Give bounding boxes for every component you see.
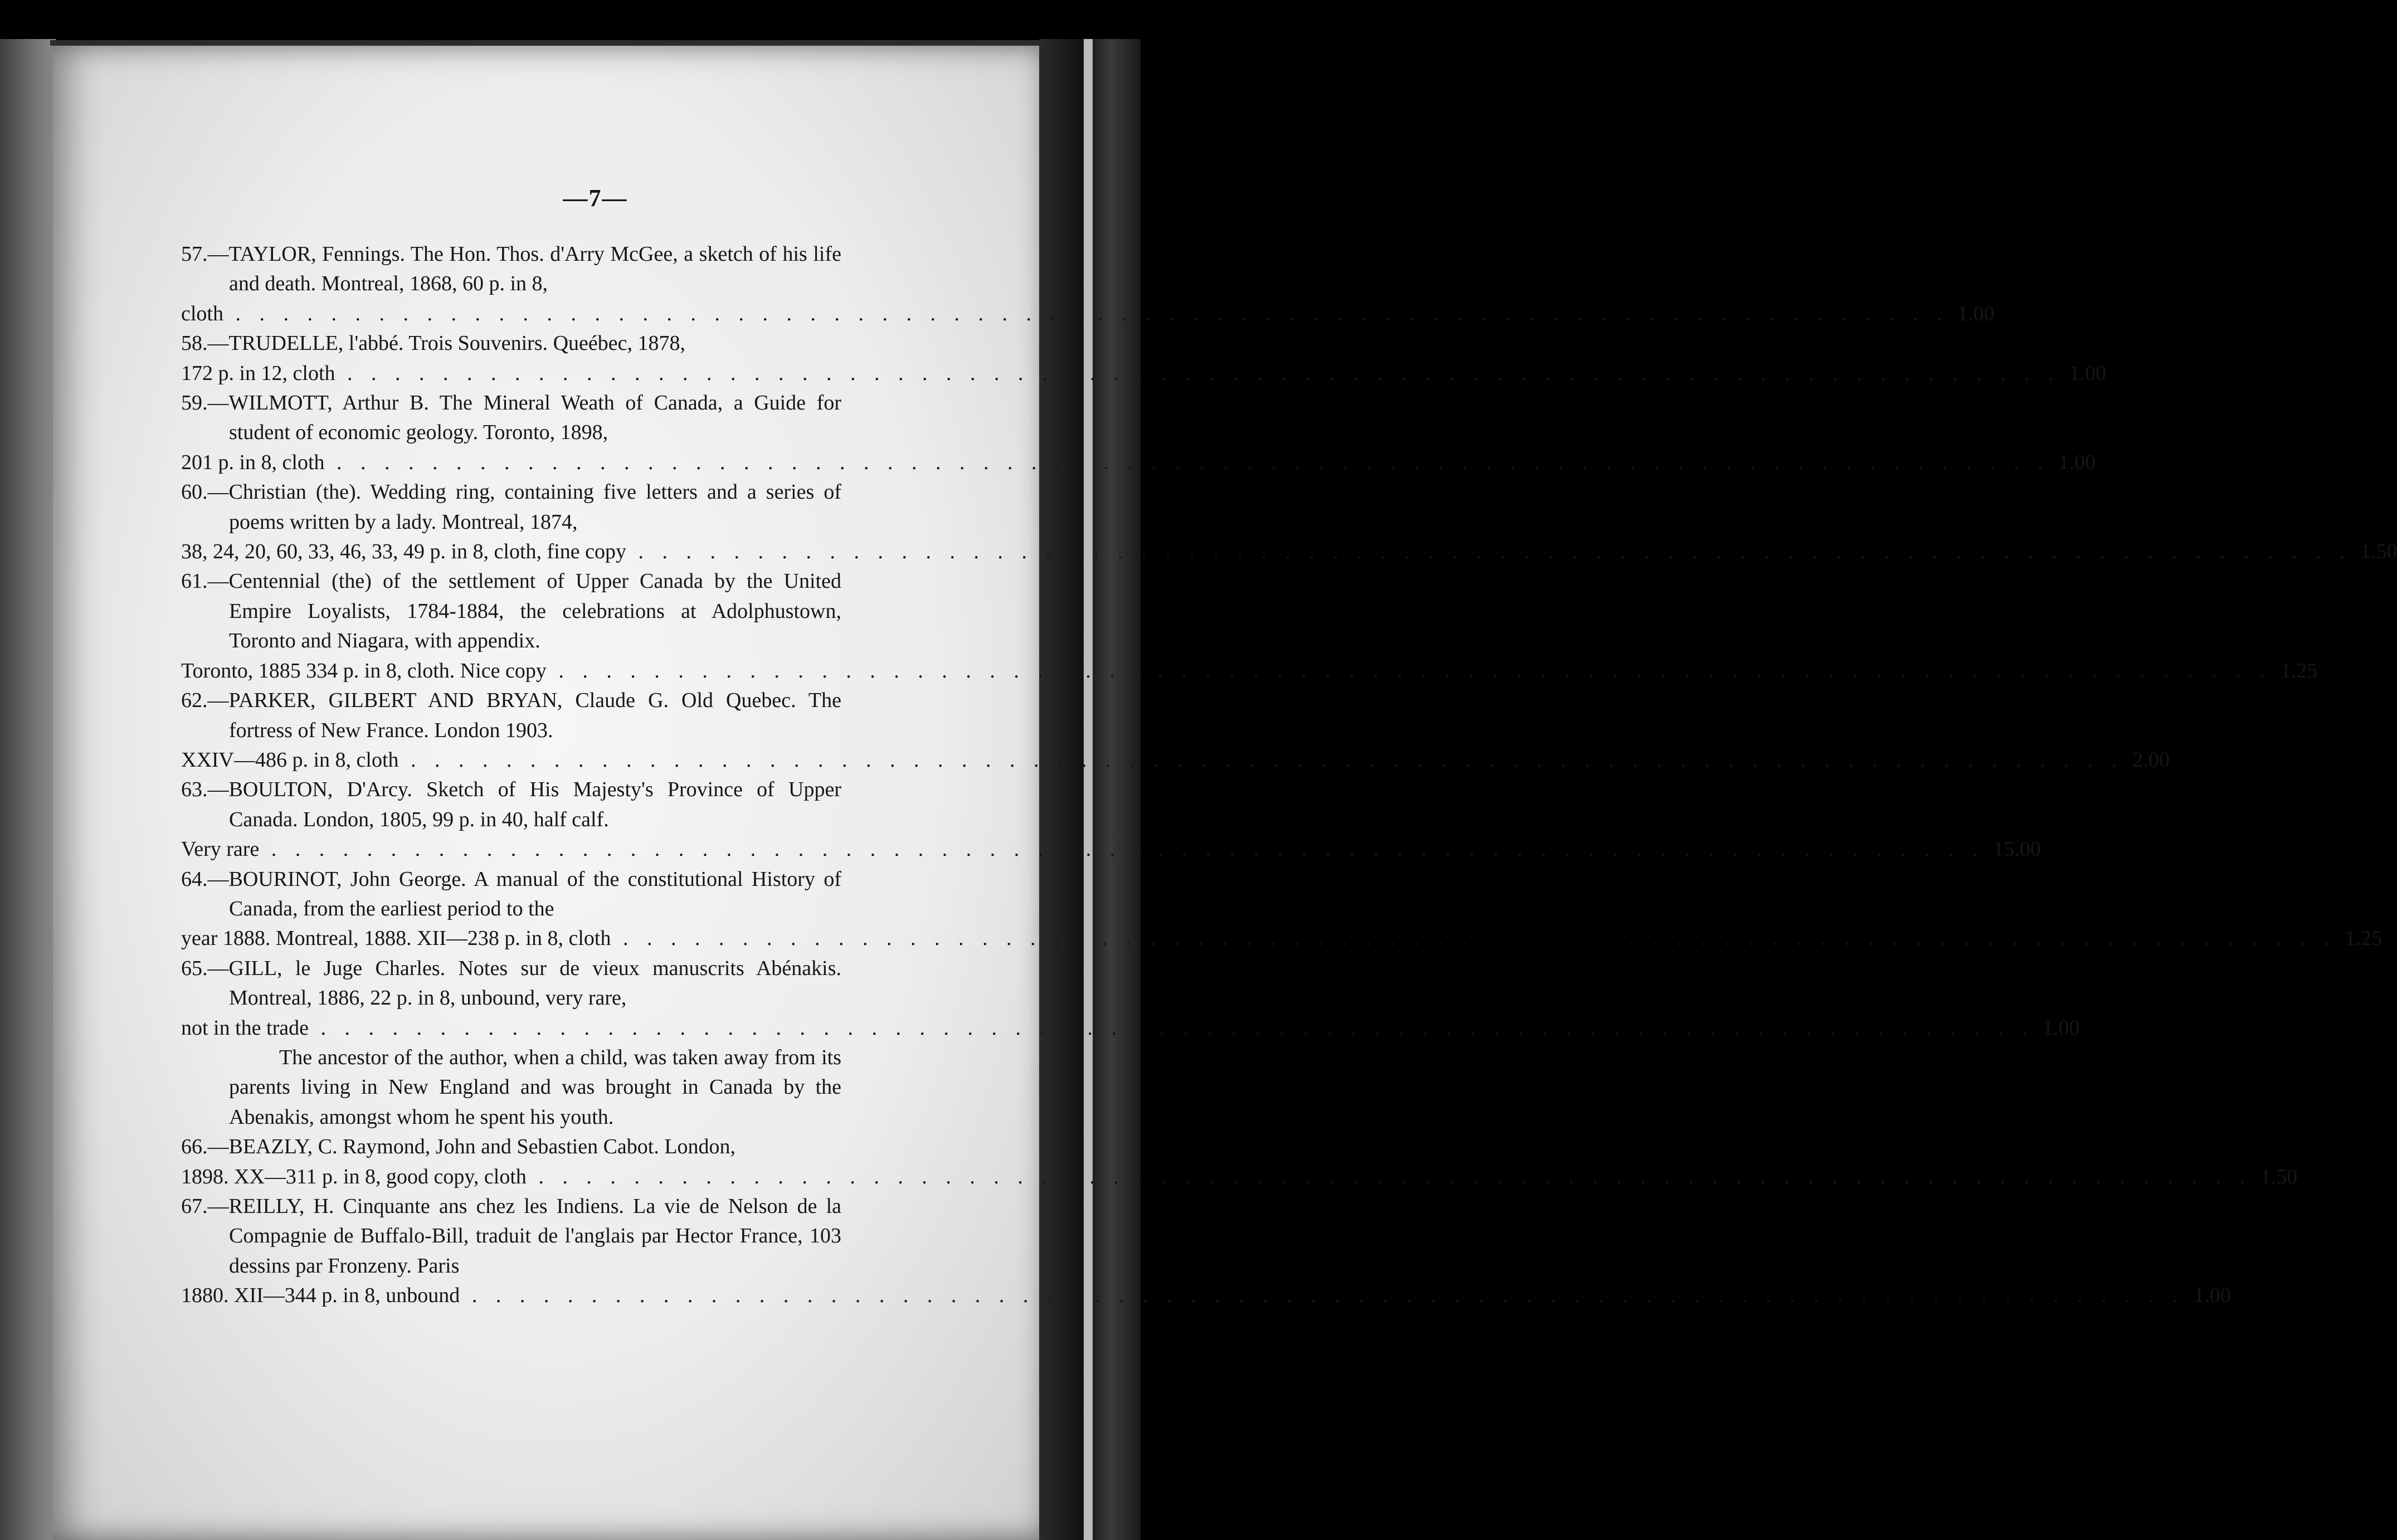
- catalog-entry-67: [181, 1192, 2231, 1311]
- entry-tail: 172 p. in 12, cloth . . .: [229, 359, 2060, 388]
- entry-text: —Centennial (the) of the settlement of Upper Canada by the United Empire Loyalists, 1784-1884, the celebrations at Adolphustown, Toronto and Niagara, with appendix.: [207, 569, 841, 653]
- entry-text: —GILL, le Juge Charles. Notes sur de vieux manuscrits Abénakis. Montreal, 1886, 22 p. in 8, unbound, very rare,: [207, 956, 841, 1010]
- entry-number: 58.: [181, 332, 208, 355]
- entry-price-line: [181, 924, 2382, 953]
- entry-price: 1.00: [2194, 1284, 2231, 1308]
- entry-price-line: [181, 1162, 2298, 1192]
- catalog-entry-62: [181, 686, 2170, 775]
- entry-price-line: [181, 299, 1995, 329]
- entry-tail: 1898. XX—311 p. in 8, good copy, cloth . . .: [229, 1162, 2252, 1192]
- entry-price: 1.00: [1957, 301, 1995, 325]
- entry-number: 63.: [181, 778, 208, 802]
- catalog-entry-61: [181, 567, 2318, 686]
- scan-binding-strip: [1039, 39, 1141, 1540]
- entry-tail: year 1888. Montreal, 1888. XII—238 p. in 8, cloth . . .: [229, 924, 2336, 953]
- entry-tail: 38, 24, 20, 60, 33, 46, 33, 49 p. in 8, cloth, fine copy . . .: [229, 537, 2351, 567]
- entry-price: 1.00: [2058, 450, 2096, 474]
- entry-price: 15.00: [1993, 837, 2041, 861]
- scan-left-margin: [0, 39, 56, 1540]
- entry-tail: Toronto, 1885 334 p. in 8, cloth. Nice copy . . .: [229, 656, 2272, 686]
- entry-tail: not in the trade . . .: [229, 1013, 2034, 1043]
- entry-text: —BOURINOT, John George. A manual of the constitutional History of Canada, from the earliest period to the: [207, 867, 841, 920]
- entry-tail: 201 p. in 8, cloth . . .: [229, 448, 2050, 477]
- entry-text: —PARKER, GILBERT AND BRYAN, Claude G. Old Quebec. The fortress of New France. London 1903.: [207, 689, 841, 742]
- entry-note: The ancestor of the author, when a child, was taken away from its parents living in New England and was brought in Canada by the Abenakis, amongst whom he spent his youth.: [229, 1045, 841, 1129]
- catalog-entry-59: [181, 388, 2096, 477]
- entry-number: 66.: [181, 1135, 208, 1159]
- catalog-entry-64: [181, 865, 2382, 954]
- catalog-entry-63: [181, 775, 2041, 864]
- entry-number: 62.: [181, 689, 208, 713]
- catalog-list: [181, 240, 2397, 1311]
- page-top-edge: [50, 40, 1053, 46]
- catalog-entry-66: [181, 1132, 2298, 1192]
- entry-tail: cloth . . .: [229, 299, 1948, 329]
- entry-tail: XXIV—486 p. in 8, cloth . . .: [229, 745, 2124, 775]
- catalog-entry-65: [181, 954, 2080, 1043]
- entry-price-line: [181, 1281, 2231, 1310]
- entry-text: —BEAZLY, C. Raymond, John and Sebastien Cabot. London,: [207, 1135, 736, 1159]
- entry-text: —TRUDELLE, l'abbé. Trois Souvenirs. Queébec, 1878,: [207, 332, 686, 355]
- entry-price: 1.25: [2345, 927, 2382, 951]
- binding-edge: [1084, 39, 1093, 1540]
- scan-top-margin: [0, 0, 1141, 42]
- entry-text: —WILMOTT, Arthur B. The Mineral Weath of Canada, a Guide for student of economic geology. Toronto, 1898,: [207, 391, 841, 445]
- catalog-entry-57: [181, 240, 1995, 329]
- entry-price-line: [181, 1013, 2080, 1043]
- entry-price: 1.00: [2042, 1016, 2080, 1040]
- entry-price-line: [181, 359, 2107, 388]
- catalog-entry-60: [181, 477, 2397, 567]
- entry-price: 1.00: [2069, 361, 2107, 385]
- entry-price-line: [181, 745, 2170, 775]
- entry-text: —REILLY, H. Cinquante ans chez les Indiens. La vie de Nelson de la Compagnie de Buffalo-Bill, traduit de l'anglais par Hector France, 103 dessins par Fronzeny. Paris: [207, 1195, 841, 1278]
- entry-price-line: [181, 656, 2318, 686]
- entry-text: —BOULTON, D'Arcy. Sketch of His Majesty's Province of Upper Canada. London, 1805, 99 p. in 40, half calf.: [207, 778, 841, 831]
- entry-tail: 1880. XII—344 p. in 8, unbound . . .: [229, 1281, 2185, 1310]
- entry-text: —Christian (the). Wedding ring, containing five letters and a series of poems written by a lady. Montreal, 1874,: [207, 480, 841, 534]
- catalog-entry-58: [181, 329, 2107, 388]
- entry-number: 61.: [181, 569, 208, 593]
- entry-number: 57.: [181, 242, 208, 266]
- entry-price: 1.50: [2360, 540, 2397, 564]
- entry-number: 67.: [181, 1195, 208, 1218]
- entry-price-line: [181, 537, 2397, 567]
- entry-price: 1.50: [2260, 1164, 2298, 1188]
- entry-price-line: [181, 835, 2041, 864]
- entry-number: 64.: [181, 867, 208, 891]
- entry-price-line: [181, 448, 2096, 477]
- entry-price: 2.00: [2132, 748, 2170, 772]
- entry-number: 59.: [181, 391, 208, 415]
- entry-number: 65.: [181, 956, 208, 980]
- entry-text: —TAYLOR, Fennings. The Hon. Thos. d'Arry McGee, a sketch of his life and death. Montreal, 1868, 60 p. in 8,: [207, 242, 841, 296]
- entry-price: 1.25: [2280, 659, 2318, 683]
- page-number: —7—: [563, 184, 628, 212]
- entry-tail: Very rare . . .: [229, 835, 1984, 864]
- entry-number: 60.: [181, 480, 208, 504]
